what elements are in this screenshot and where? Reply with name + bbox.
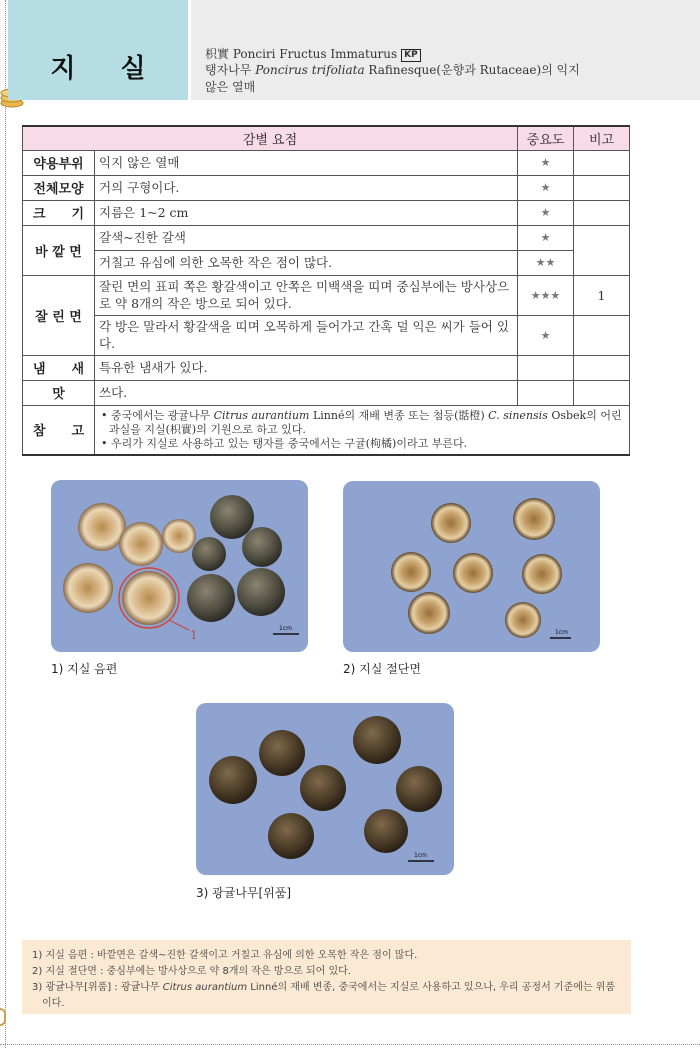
row-label: 맛	[23, 380, 95, 405]
row-importance	[518, 380, 574, 405]
marker-1-label: 1	[190, 628, 198, 642]
bottom-dotted-line	[0, 1044, 700, 1045]
table-row	[23, 250, 630, 275]
margin-dotted-line	[5, 0, 6, 1048]
criteria-header: 감별 요점	[23, 126, 518, 150]
photo-2-caption: 2) 지실 절단면	[343, 662, 421, 676]
row-importance: ★	[518, 175, 574, 200]
row-note	[574, 380, 630, 405]
row-label: 전체모양	[23, 175, 95, 200]
row-desc: 잘린 면의 표피 쪽은 황갈색이고 안쪽은 미백색을 띠며 중심부에는 방사상으로 약 8개의 작은 방으로 되어 있다.	[95, 275, 518, 315]
identification-table	[22, 125, 630, 456]
row-desc: 익지 않은 열매	[95, 150, 518, 175]
row-desc: 특유한 냄새가 있다.	[95, 355, 518, 380]
slices-image	[51, 480, 308, 652]
ref-b1-a: • 중국에서는 광귤나무	[101, 408, 214, 422]
origin-species: Poncirus trifoliata	[255, 63, 365, 77]
scale-bar-label: 1cm	[414, 852, 427, 859]
row-importance: ★	[518, 200, 574, 225]
reference-bullet-1	[99, 409, 625, 437]
footnote-1: 1) 지실 음편 : 바깥면은 갈색~진한 갈색이고 거칠고 유심에 의한 오목한 작은 점이 많다.	[32, 950, 418, 961]
page-title: 지 실	[50, 54, 164, 84]
table-row	[23, 380, 630, 405]
row-importance: ★	[518, 315, 574, 355]
ref-b1-species-2: C. sinensis	[488, 408, 548, 422]
reference-text	[99, 406, 625, 454]
latin-name-line	[205, 45, 421, 62]
ref-b1-species: Citrus aurantium	[213, 408, 310, 422]
table-row	[23, 175, 630, 200]
footnote-box	[22, 940, 631, 1014]
header-info	[191, 0, 700, 100]
row-label: 약용부위	[23, 150, 95, 175]
photo-cross-sections	[343, 481, 600, 652]
row-importance: ★	[518, 225, 574, 250]
row-label: 잘 린 면	[23, 275, 95, 355]
table-row	[23, 200, 630, 225]
footnote-3-b: Linné의 재배 변종, 중국에서는 지실로 사용하고 있으나, 우리 공정서 기준에는 위품	[247, 982, 616, 993]
table-header-row	[23, 126, 630, 150]
row-desc: 거의 구형이다.	[95, 175, 518, 200]
title-box	[8, 0, 188, 100]
row-desc: 거칠고 유심에 의한 오목한 작은 점이 많다.	[95, 250, 518, 275]
row-importance: ★★★	[518, 275, 574, 315]
substitute-fruit-image	[196, 703, 454, 875]
ref-b1-b: Linné의 재배 변종 또는 첨등(甛橙)	[309, 408, 489, 422]
row-importance	[518, 355, 574, 380]
kp-badge: KP	[401, 49, 421, 62]
origin-line-2: 않은 열매	[205, 80, 256, 94]
row-importance: ★★	[518, 250, 574, 275]
table-row	[23, 275, 630, 315]
row-desc: 지름은 1~2 cm	[95, 200, 518, 225]
reference-label: 참 고	[23, 405, 95, 455]
row-note	[574, 175, 630, 200]
photo-1-caption: 1) 지실 음편	[51, 662, 118, 676]
table-row	[23, 355, 630, 380]
photo-cut-slices	[51, 480, 308, 652]
row-note	[574, 200, 630, 225]
reference-content	[95, 405, 630, 455]
footnote-3-a: 3) 광귤나무[위품] : 광귤나무	[32, 982, 163, 993]
footnote-2: 2) 지실 절단면 : 중심부에는 방사상으로 약 8개의 작은 방으로 되어 있다.	[32, 966, 351, 977]
footnote-3-species: Citrus aurantium	[162, 982, 248, 993]
note-header: 비고	[574, 126, 630, 150]
row-importance: ★	[518, 150, 574, 175]
origin-prefix: 탱자나무	[205, 63, 256, 77]
reference-row	[23, 405, 630, 455]
photo-3-caption: 3) 광귤나무[위품]	[196, 886, 292, 900]
latin-name: 枳實 Ponciri Fructus Immaturus	[205, 47, 398, 61]
table-row	[23, 315, 630, 355]
row-desc: 갈색~진한 갈색	[95, 225, 518, 250]
row-desc: 쓰다.	[95, 380, 518, 405]
importance-header: 중요도	[518, 126, 574, 150]
cross-sections-image	[343, 481, 600, 652]
row-note: 1	[574, 275, 630, 315]
footnote-3	[32, 980, 621, 996]
table-row	[23, 225, 630, 250]
row-desc: 각 방은 말라서 황갈색을 띠며 오목하게 들어가고 간혹 덜 익은 씨가 들어 있다.	[95, 315, 518, 355]
row-note	[574, 355, 630, 380]
reference-bullet-2: • 우리가 지실로 사용하고 있는 탱자를 중국에서는 구귤(枸橘)이라고 부른다.	[101, 436, 468, 450]
row-note	[574, 150, 630, 175]
row-label: 크 기	[23, 200, 95, 225]
origin-line	[205, 61, 580, 78]
scale-bar-label: 1cm	[279, 625, 292, 632]
scale-bar-label: 1cm	[555, 629, 568, 636]
row-note	[574, 225, 630, 275]
footnote-3-cont: 이다.	[42, 998, 65, 1009]
ref-b1-c: Osbek의 어린 과실을 지실(枳實)의 기원으로 하고 있다.	[109, 408, 622, 436]
origin-suffix: Rafinesque(운향과 Rutaceae)의 익지	[364, 63, 580, 77]
row-note	[574, 315, 630, 355]
row-label: 바 깥 면	[23, 225, 95, 275]
photo-substitute-fruit	[196, 703, 454, 875]
table-row	[23, 150, 630, 175]
row-label: 냄 새	[23, 355, 95, 380]
